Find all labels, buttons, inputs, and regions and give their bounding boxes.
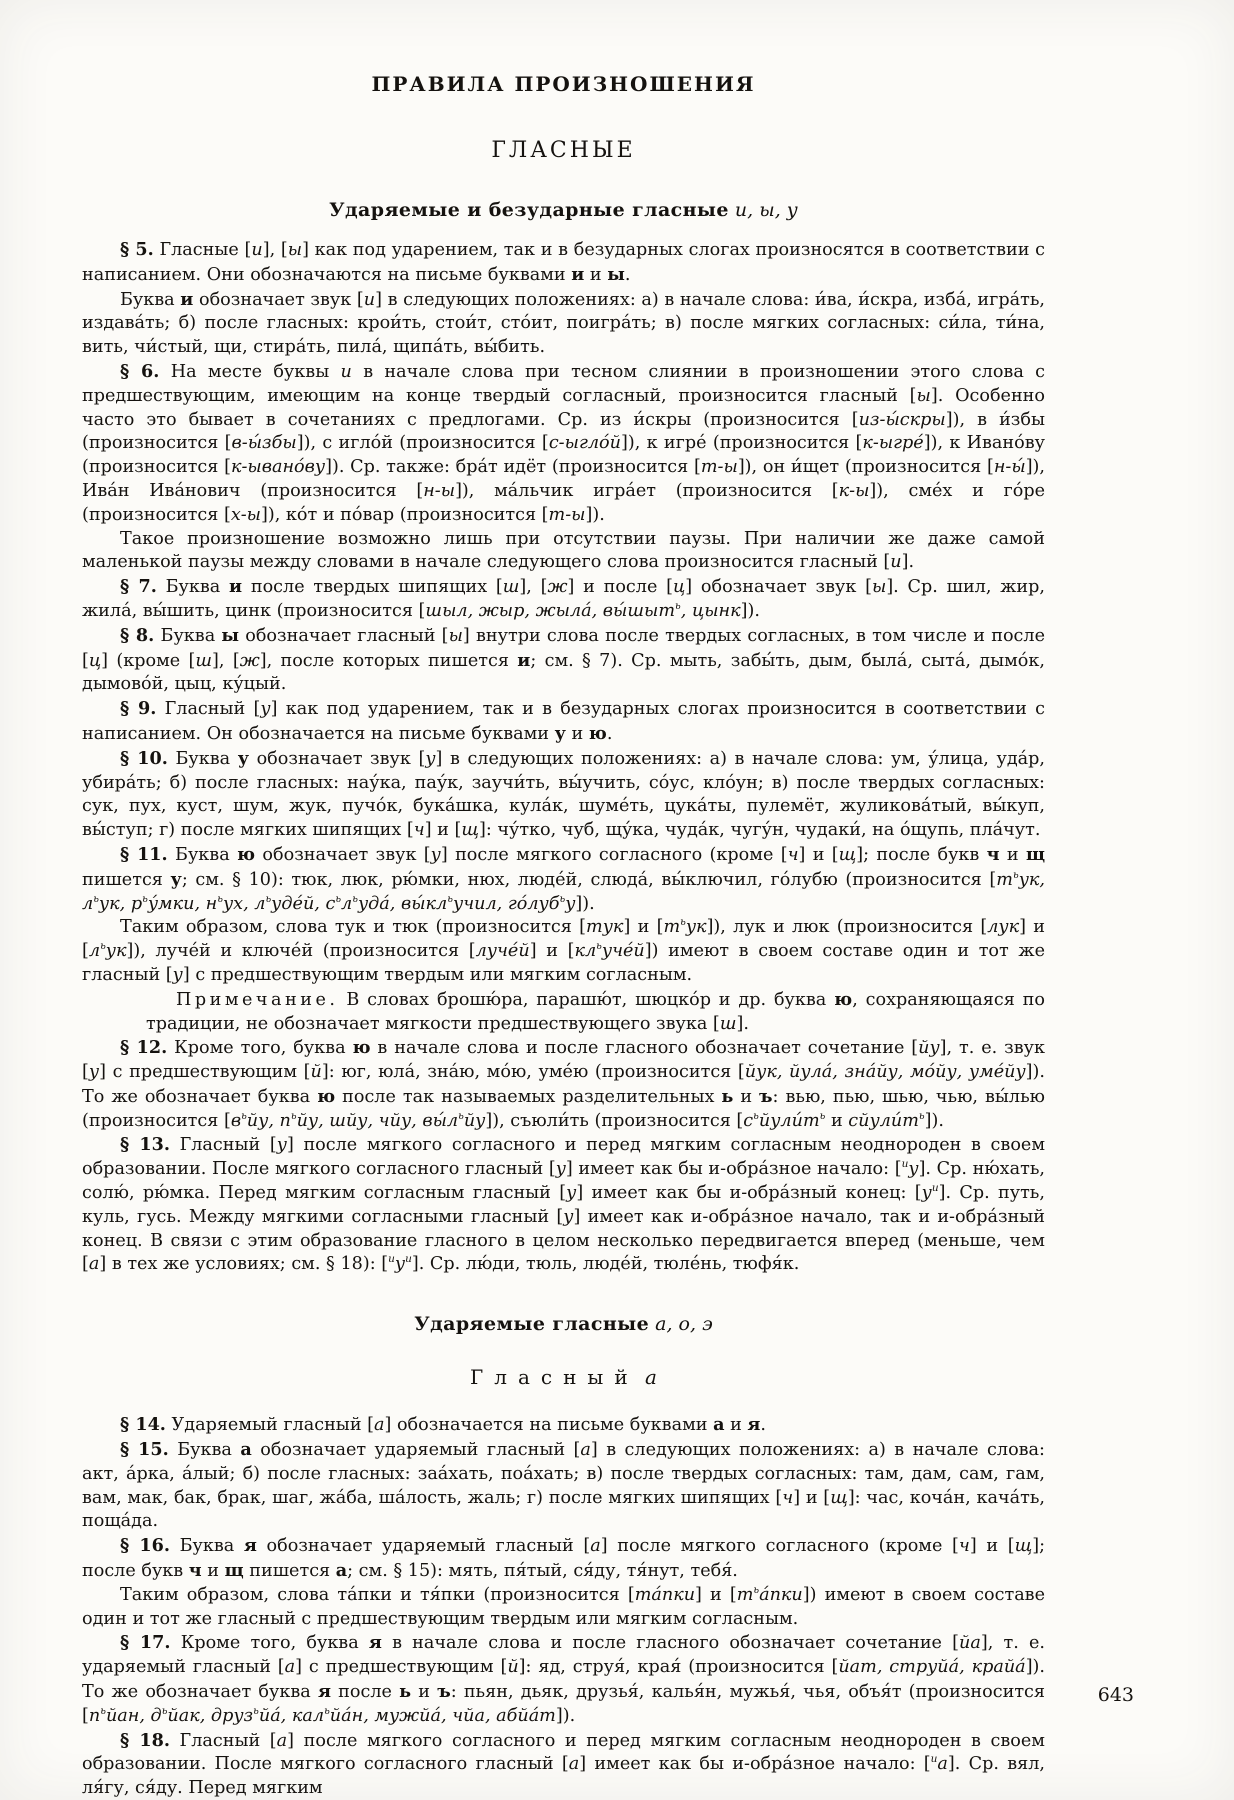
paragraph-tapki: Таким образом, слова та́пки и тя́пки (произносится [та́пки] и $[т^ьа́пки]$) имеют в своем составе один и тот же гласный с предшествующим твердым или мягким согласным. (82, 1583, 1045, 1629)
paragraph-s11: § 11. Буква ю обозначает звук [у] после мягкого согласного (кроме [ч] и [щ]; после букв ч и щ пишется у; см. § 10): тюк, люк, рю́мки, нюх, люде́й, слюда́, вы́ключил, го́лубю (произносится [$т^ьук$, $л^ьук$, $р^ьу́мки$, $н^ьух$, $л^ьуде́й$, $с^ьл^ьуда́$, $вы́кл^ьучил$, го́луб$^ь$у]). (82, 843, 1046, 914)
paragraph-s6: § 6. На месте буквы и в начале слова при тесном слиянии в произношении этого слова с предшествующим, имеющим на конце твердый согласный, произносится гласный [ы]. Особенно часто это бывает в сочетаниях с предлогами. Ср. из и́скры (произносится [из-ы́скры]), в и́збы (произносится [в-ы́збы]), с игло́й (произносится [с-ыгло́й]), к игре́ (произносится [к-ыгре́]), к Ивано́ву (произносится [к-ывано́ву]). Ср. также: бра́т идёт (произносится [т-ы]), он и́щет (произносится [н-ы́]), Ива́н Ива́нович (произносится [н-ы]), ма́льчик игра́ет (произносится [к-ы]), сме́х и го́ре (произносится [х-ы]), ко́т и по́вар (произносится [т-ы]). (82, 360, 1046, 525)
section-vowels-a-o-e (82, 1277, 1045, 1800)
section-heading: Ударяемые и безударные гласные и, ы, у (329, 199, 798, 221)
page-title: ПРАВИЛА ПРОИЗНОШЕНИЯ (371, 72, 756, 96)
section-heading: Ударяемые гласные а, о, э (414, 1313, 713, 1336)
chapter-heading: ГЛАСНЫЕ (491, 138, 636, 163)
paragraph-tuk-tjuk: Таким образом, слова тук и тюк (произносится [тук] и $[т^ьук]$), лук и люк (произносится [лук] и $[л^ьук]$), луче́й и ключе́й (произносится [луче́й] и $[кл^ьуче́й]$) имеют в своем составе один и тот же гласный [у] с предшествующим твердым или мягким согласным. (82, 916, 1045, 985)
paragraph-s10: § 10. Буква у обозначает звук [у] в следующих положениях: а) в начале слова: ум, у́лица, уда́р, убира́ть; б) после гласных: нау́ка, пау́к, заучи́ть, вы́учить, со́ус, кло́ун; в) после твердых согласных: сук, пух, куст, шум, жук, пучо́к, бука́шка, кула́к, шуме́ть, цука́ты, пулемёт, жуликова́тый, вы́куп, вы́ступ; г) после мягких шипящих [ч] и [щ]: чу́тко, чуб, щу́ка, чуда́к, чугу́н, чудаки́, на о́щупь, пла́чут. (82, 747, 1046, 841)
paragraph-s18: § 18. Гласный [а] после мягкого согласного и перед мягким согласным неоднороден в своем образовании. После мягкого согласного гласный [а] имеет как бы и-обра́зное начало: [$^и$а]. Ср. вял, ля́гу, ся́ду. Перед мягким (82, 1729, 1046, 1799)
paragraph-s14: § 14. Ударяемый гласный [а] обозначается на письме буквами а и я. (120, 1414, 766, 1436)
subsection-heading-vowel-a: Гласный а (470, 1365, 657, 1390)
paragraph-letter-i: Буква и обозначает звук [и] в следующих положениях: а) в начале слова: и́ва, и́скра, изба́, игра́ть, издава́ть; б) после гласных: крои́ть, стои́т, сто́ит, поигра́ть; в) после мягких согласных: си́ла, ти́на, вить, чи́стый, щи, стира́ть, пила́, щипа́ть, вы́бить. (82, 288, 1045, 358)
paragraph-s16: § 16. Буква я обозначает ударяемый гласный [а] после мягкого согласного (кроме [ч] и [щ]; после букв ч и щ пишется а; см. § 15): мять, пя́тый, ся́ду, тя́нут, тебя́. (82, 1535, 1045, 1582)
text-column (82, 0, 1045, 1800)
paragraph-s17: § 17. Кроме того, буква я в начале слова и после гласного обозначает сочетание [йа], т. е. ударяемый гласный [а] с предшествующим [й]: яд, струя́, края́ (произносится [йат, струйа́, крайа́]). То же обозначает буква я после ь и ъ: пьян, дьяк, друзья́, калья́н, мужья́, чья, объя́т (произносится [$п^ьйан$, $д^ьйак$, друз$^ь$йа́, кал$^ь$йа́н, мужйа́, чйа, абйа́т]). (82, 1632, 1046, 1726)
paragraph-s13: § 13. Гласный [у] после мягкого согласного и перед мягким согласным неоднороден в своем образовании. После мягкого согласного гласный [у] имеет как бы и-обра́зное начало: [$^и$у]. Ср. ню́хать, солю́, рю́мка. Перед мягким согласным гласный [у] имеет как бы и-обра́зный конец: $[у^и]$. Ср. путь, куль, гусь. Между мягкими согласными гласный [у] имеет как и-обра́зное начало, так и и-обра́зный конец. В связи с этим образование гласного в целом несколько передвигается вперед (меньше, чем [а] в тех же условиях; см. § 18): $[^иу^и]$. Ср. лю́ди, тюль, люде́й, тюле́нь, тюфя́к. (82, 1134, 1046, 1275)
section-body (82, 1413, 1045, 1800)
section-vowels-i-y-u (82, 163, 1045, 1277)
paragraph-pause: Такое произношение возможно лишь при отсутствии паузы. При наличии же даже самой маленькой паузы между словами в начале следующего слова произносится гласный [и]. (82, 528, 1045, 573)
paragraph-note: Примечание. В словах брошю́ра, парашю́т, шюцко́р и др. буква ю, сохраняющаяся по традиции, не обозначает мягкости предшествующего звука [ш]. (146, 988, 1045, 1034)
paragraph-s15: § 15. Буква а обозначает ударяемый гласный [а] в следующих положениях: а) в начале слова: акт, а́рка, а́лый; б) после гласных: заа́хать, поа́хать; в) после твердых согласных: там, дам, сам, гам, вам, мак, бак, брак, шаг, жа́ба, ша́лость, жаль; г) после мягких шипящих [ч] и [щ]: час, коча́н, кача́ть, поща́да. (82, 1439, 1046, 1532)
paragraph-s8: § 8. Буква ы обозначает гласный [ы] внутри слова после твердых согласных, в том числе и после [ц] (кроме [ш], [ж], после которых пишется и; см. § 7). Ср. мыть, забы́ть, дым, была́, сыта́, дымо́к, дымово́й, цыц, ку́цый. (82, 624, 1045, 695)
paragraph-s9: § 9. Гласный [у] как под ударением, так и в безударных слогах произносится в соответствии с написанием. Он обозначается на письме буквами у и ю. (82, 698, 1045, 744)
paragraph-s7: § 7. Буква и после твердых шипящих [ш], [ж] и после [ц] обозначает звук [ы]. Ср. шил, жир, жила́, вы́шить, цинк (произносится [шыл, жыр, жыла́, вы́шыт$^ь$, цынк]). (82, 576, 1045, 621)
section-body (82, 238, 1045, 1277)
paragraph-s5: § 5. Гласные [и], [ы] как под ударением, так и в безударных слогах произносятся в соответствии с написанием. Они обозначаются на письме буквами и и ы. (82, 239, 1045, 285)
page-number: 643 (1097, 1684, 1134, 1706)
paragraph-s12: § 12. Кроме того, буква ю в начале слова и после гласного обозначает сочетание [йу], т. е. звук [у] с предшествующим [й]: юг, юла́, зна́ю, мо́ю, уме́ю (произносится [йук, йула́, зна́йу, мо́йу, уме́йу]). То же обозначает буква ю после так называемых разделительных ь и ъ: вью, пью, шью, чью, вы́лью (произносится [$в^ьйу$, $п^ьйу$, шйу, чйу, $вы́л^ьйу$]), съюли́ть (произносится [$с^ьйули́т^ь$ и $сйули́т^ь$]). (82, 1037, 1046, 1131)
